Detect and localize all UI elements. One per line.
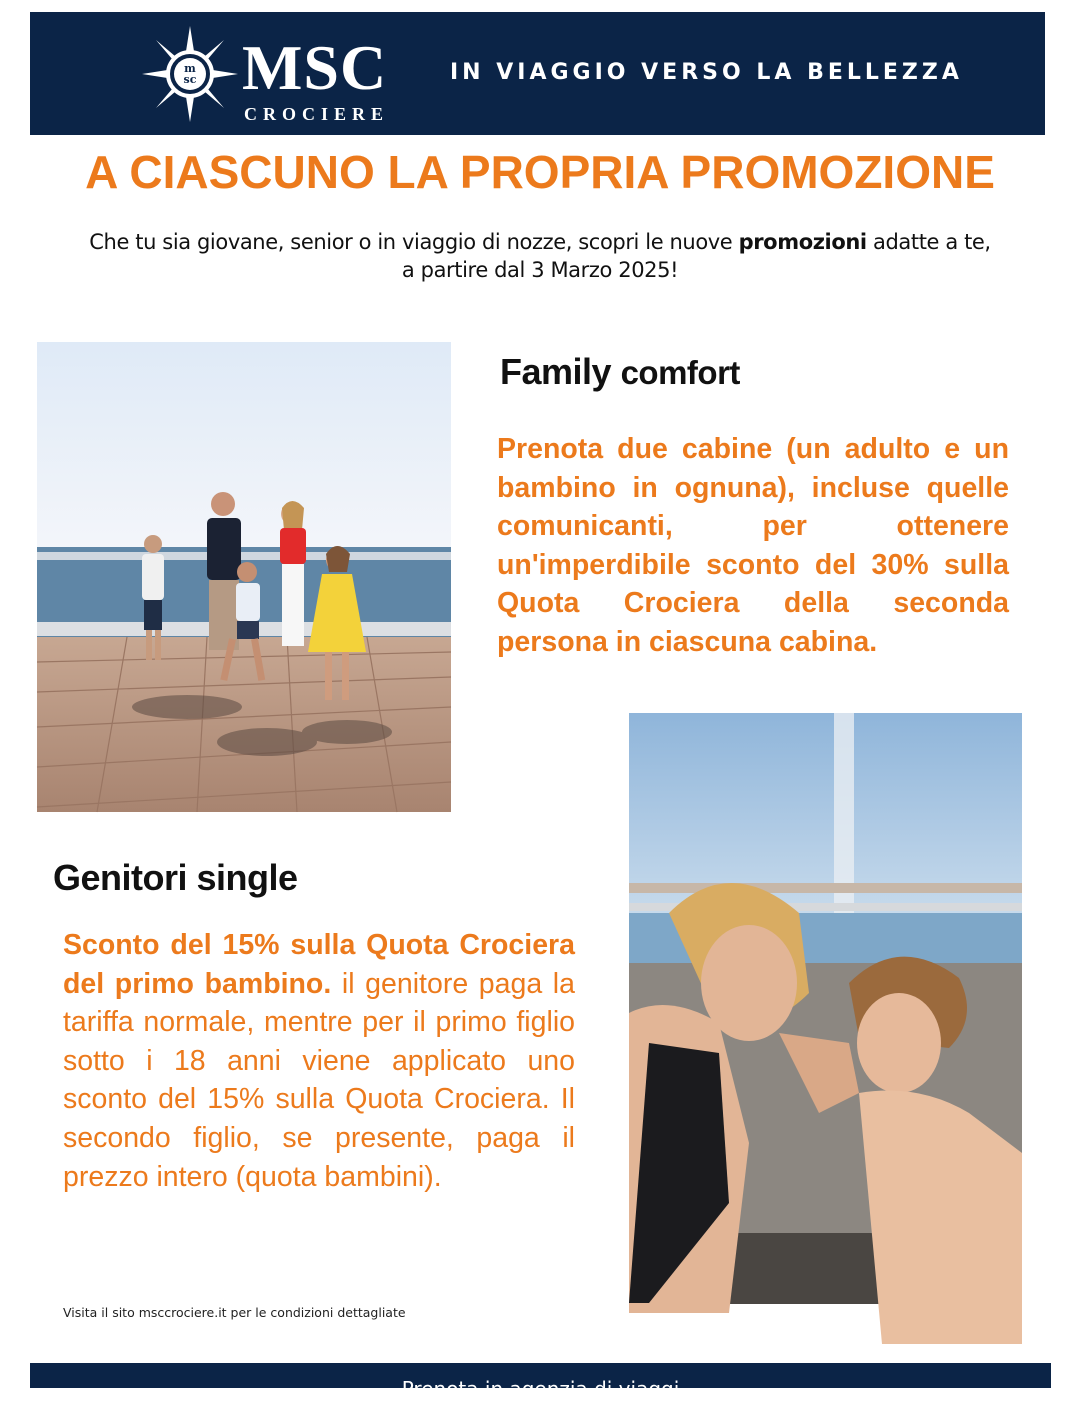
booking-bar-text: Prenota in agenzia di viaggi — [401, 1377, 680, 1401]
compass-rose-icon — [142, 26, 238, 122]
logo-subtext: CROCIERE — [244, 104, 390, 124]
logo-text: MSC — [242, 32, 388, 103]
tagline: IN VIAGGIO VERSO LA BELLEZZA — [450, 60, 963, 85]
intro-bold: promozioni — [738, 230, 867, 254]
family-comfort-description: Prenota due cabine (un adulto e un bambino in ognuna), incluse quelle comunicanti, per ottenere un'imperdibile sconto del 30% sulla Quota Crociera della seconda persona in ciascuna cabina. — [497, 433, 1009, 658]
single-parents-title: Genitori single — [53, 857, 298, 898]
page-title: A CIASCUNO LA PROPRIA PROMOZIONE — [85, 146, 995, 198]
intro-part2: adatte a te, — [866, 230, 991, 254]
msc-logo[interactable] — [142, 26, 412, 122]
svg-text:sc: sc — [183, 73, 197, 86]
family-title-main: Family — [500, 351, 612, 392]
svg-text:m: m — [184, 62, 196, 75]
single-discount-headline: Sconto del 15% sulla Quota Crociera del primo bambino. — [63, 929, 575, 1000]
family-comfort-title — [500, 350, 740, 395]
single-parents-description — [63, 926, 575, 1196]
intro-text — [40, 228, 1040, 284]
single-discount-details: il genitore paga la tariffa normale, mentre per il primo figlio sotto i 18 anni viene applicato uno sconto del 15% sulla Quota Crociera. Il secondo figlio, se presente, paga il prezzo intero (quota bambini). — [63, 967, 575, 1193]
family-photo — [37, 342, 451, 812]
footnote: Visita il sito msccrociere.it per le condizioni dettagliate — [63, 1305, 406, 1320]
booking-bar[interactable] — [30, 1363, 1051, 1401]
intro-part1: Che tu sia giovane, senior o in viaggio di nozze, scopri le nuove — [89, 230, 739, 254]
family-title-small: comfort — [620, 354, 740, 391]
intro-line2: a partire dal 3 Marzo 2025! — [401, 258, 679, 282]
header-banner — [30, 12, 1045, 135]
mother-child-photo — [629, 713, 1022, 1304]
